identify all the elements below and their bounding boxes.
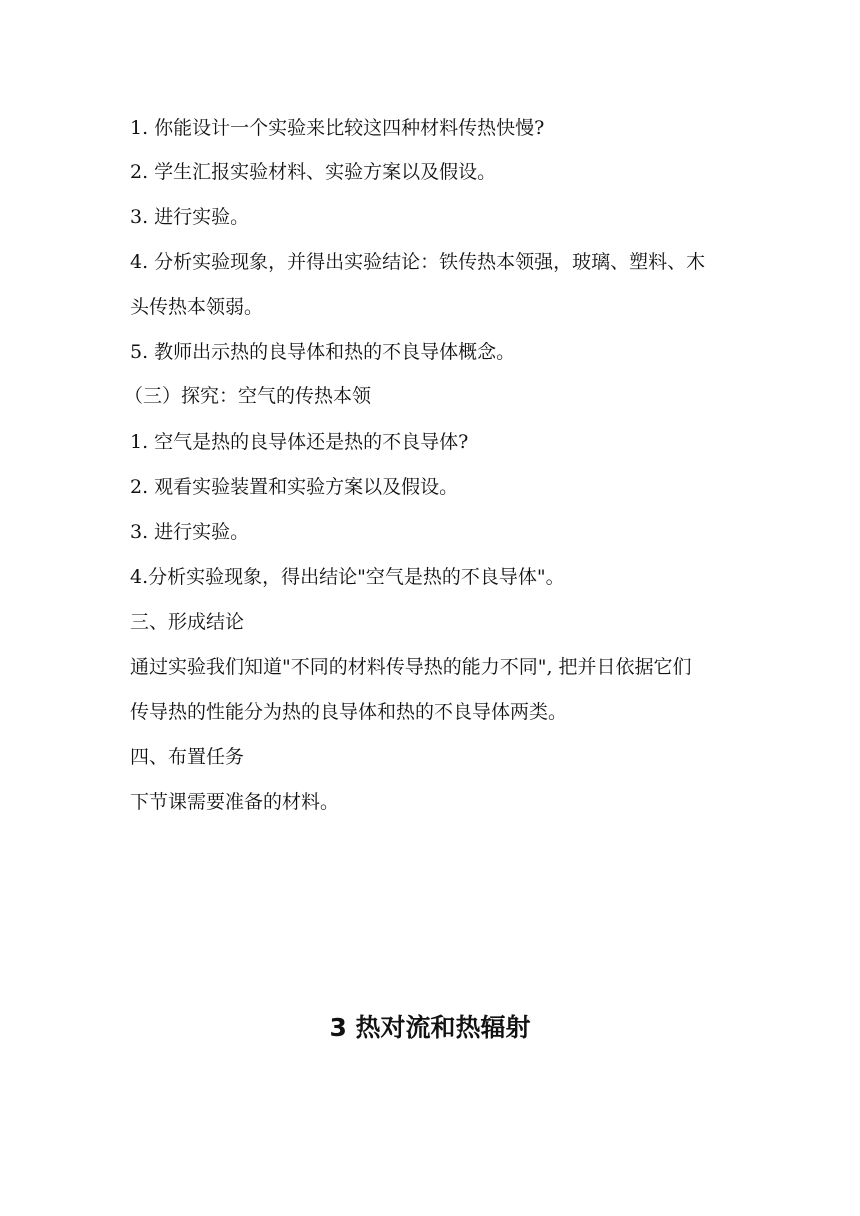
step-teacher-concepts: 5. 教师出示热的良导体和热的不良导体概念。 [130, 341, 516, 363]
step-analyze-results: 4. 分析实验现象，并得出实验结论：铁传热本领强，玻璃、塑料、木 [130, 251, 706, 273]
conclusion-paragraph: 通过实验我们知道"不同的材料传导热的能力不同", 把并日依据它们 [130, 656, 692, 678]
step-analyze-results-continued: 头传热本领弱。 [130, 296, 264, 318]
section-heading-air-conduction: （三）探究：空气的传热本领 [124, 385, 372, 407]
step-air-question: 1. 空气是热的良导体还是热的不良导体? [130, 431, 469, 453]
conclusion-paragraph-continued: 传导热的性能分为热的良导体和热的不良导体两类。 [130, 701, 568, 723]
step-conduct-experiment-2: 3. 进行实验。 [130, 521, 250, 543]
assignment-text: 下节课需要准备的材料。 [130, 791, 340, 813]
step-conduct-experiment: 3. 进行实验。 [130, 206, 250, 228]
section-heading-conclusion: 三、形成结论 [130, 611, 245, 633]
step-question-design-experiment: 1. 你能设计一个实验来比较这四种材料传热快慢? [130, 117, 545, 139]
chapter-title: 3 热对流和热辐射 [329, 1013, 531, 1042]
section-heading-assignment: 四、布置任务 [130, 746, 245, 768]
step-air-conclusion: 4.分析实验现象，得出结论"空气是热的不良导体"。 [130, 566, 565, 588]
step-watch-apparatus: 2. 观看实验装置和实验方案以及假设。 [130, 476, 459, 498]
step-report-materials: 2. 学生汇报实验材料、实验方案以及假设。 [130, 161, 497, 183]
